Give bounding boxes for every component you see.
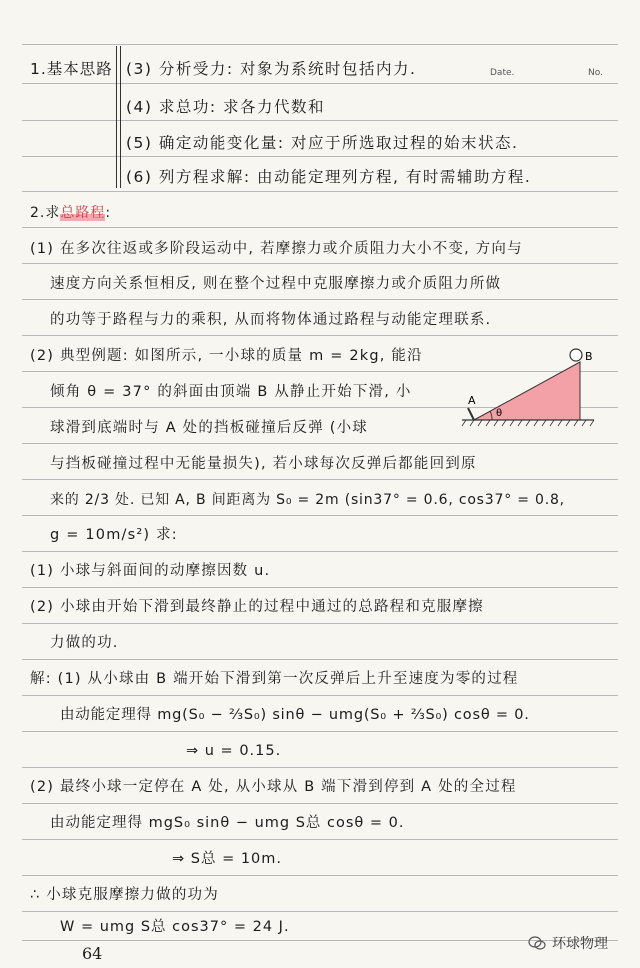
ruled-line (22, 227, 618, 228)
section2-title-prefix: 2.求 (30, 205, 61, 221)
section1-item: (3) 分析受力: 对象为系统时包括内力. (126, 60, 417, 78)
paragraph-line: 的功等于路程与力的乘积, 从而将物体通过路程与动能定理联系. (50, 312, 492, 328)
solution-line: (2) 最终小球一定停在 A 处, 从小球从 B 端下滑到停到 A 处的全过程 (30, 779, 517, 795)
ruled-line (22, 191, 618, 192)
example-line: 倾角 θ = 37° 的斜面由顶端 B 从静止开始下滑, 小 (50, 384, 412, 400)
no-label: No. (588, 68, 603, 78)
watermark-text: 环球物理 (552, 936, 608, 952)
section1-item: (5) 确定动能变化量: 对应于所选取过程的始末状态. (126, 134, 519, 152)
label-theta: θ (496, 408, 503, 419)
ruled-line (22, 479, 618, 480)
ruled-line (22, 911, 618, 912)
solution-line: 解: (1) 从小球由 B 端开始下滑到第一次反弹后上升至速度为零的过程 (30, 671, 519, 687)
ruled-line (22, 44, 618, 45)
ruled-line (22, 515, 618, 516)
label-b: B (585, 350, 593, 363)
ground-hatch (462, 420, 594, 426)
ruled-line (22, 695, 618, 696)
paragraph-line: (1) 在多次往返或多阶段运动中, 若摩擦力或介质阻力大小不变, 方向与 (30, 241, 523, 257)
ruled-line (22, 875, 618, 876)
ruled-line (22, 335, 618, 336)
ruled-line (22, 83, 618, 84)
ruled-line (22, 263, 618, 264)
solution-line: W = umg S总 cos37° = 24 J. (60, 919, 290, 935)
solution-line: ⇒ S总 = 10m. (172, 851, 283, 867)
question-line: (1) 小球与斜面间的动摩擦因数 u. (30, 563, 271, 579)
section2-title-suffix: : (105, 205, 112, 221)
solution-line: 由动能定理得 mg(S₀ − ⅔S₀) sinθ − umg(S₀ + ⅔S₀) cosθ = 0. (60, 707, 530, 723)
ruled-line (22, 551, 618, 552)
ruled-line (22, 731, 618, 732)
question-line: (2) 小球由开始下滑到最终静止的过程中通过的总路程和克服摩擦 (30, 599, 484, 615)
ball (570, 349, 582, 361)
example-line: 与挡板碰撞过程中无能量损失), 若小球每次反弹后都能回到原 (50, 456, 477, 472)
ruled-line (22, 443, 618, 444)
page-number: 64 (82, 944, 103, 963)
section2-title (30, 202, 111, 224)
ruled-line (22, 839, 618, 840)
section2-title-highlight: 总路程 (60, 205, 106, 221)
question-line: 力做的功. (50, 635, 119, 651)
ruled-line (22, 803, 618, 804)
example-line: (2) 典型例题: 如图所示, 一小球的质量 m = 2kg, 能沿 (30, 348, 423, 364)
section1-item: (6) 列方程求解: 由动能定理列方程, 有时需辅助方程. (126, 168, 532, 186)
ruled-line (22, 587, 618, 588)
ruled-line (22, 156, 618, 157)
example-line: 来的 2/3 处. 已知 A, B 间距离为 S₀ = 2m (sin37° = 0.6, cos37° = 0.8, (50, 492, 565, 508)
solution-line: 由动能定理得 mgS₀ sinθ − umg S总 cosθ = 0. (50, 815, 405, 831)
wechat-icon (528, 936, 546, 950)
example-line: g = 10m/s²) 求: (50, 527, 178, 543)
paragraph-line: 速度方向关系恒相反, 则在整个过程中克服摩擦力或介质阻力所做 (50, 276, 502, 292)
example-line: 球滑到底端时与 A 处的挡板碰撞后反弹 (小球 (50, 420, 369, 436)
date-label: Date. (490, 68, 515, 78)
ruled-line (22, 623, 618, 624)
barrier-plate (468, 408, 474, 420)
solution-line: ∴ 小球克服摩擦力做的功为 (30, 887, 219, 903)
section1-title: 1.基本思路 (30, 60, 113, 78)
ruled-line (22, 767, 618, 768)
solution-line: ⇒ u = 0.15. (186, 743, 282, 759)
ruled-line (22, 659, 618, 660)
watermark (528, 933, 608, 953)
ruled-line (22, 299, 618, 300)
section1-item: (4) 求总功: 求各力代数和 (126, 98, 326, 116)
label-a: A (468, 394, 476, 407)
bracket-bar (116, 46, 117, 188)
bracket-bar (120, 46, 121, 188)
ruled-line (22, 120, 618, 121)
incline-figure (458, 342, 598, 434)
